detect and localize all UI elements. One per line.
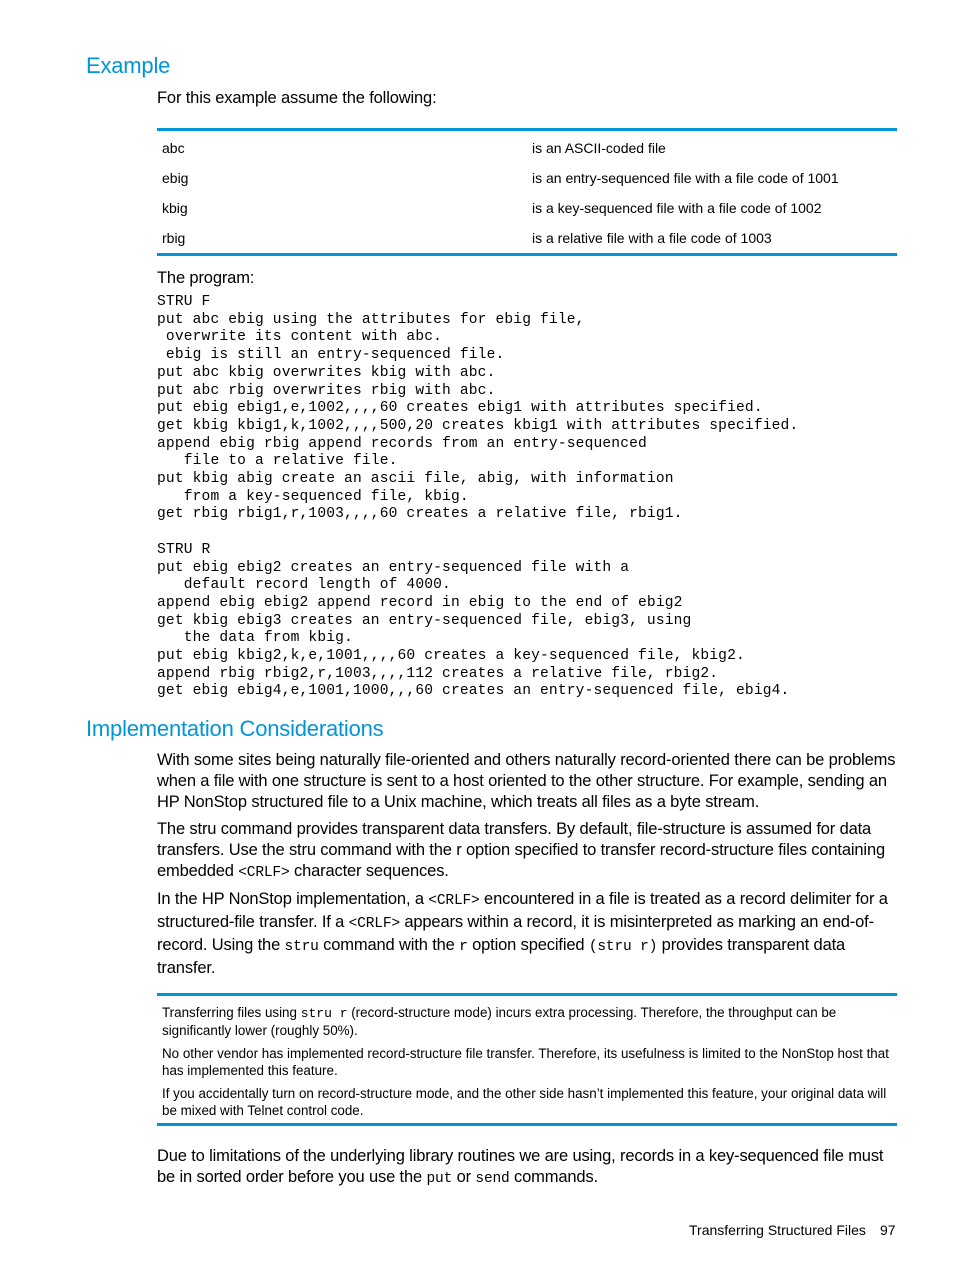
text-run: (record-structure mode) incurs extra processing. Therefore, the throughput can be significantly lower (roughly 50%). [162, 1005, 837, 1038]
code-block: STRU F put abc ebig using the attributes for ebig file, overwrite its content with abc. ebig is still an entry-sequenced file. put abc kbig overwrites kbig with abc. put abc rbig overwrites rbig with abc. put ebig ebig1,e,1002,,,,60 creates ebig1 with attributes specified. get kbig kbig1,k,1002,,,,500,20 creates kbig1 with attributes specified. append ebig rbig append records from an entry-sequenced file to a relative file. put kbig abig create an ascii file, abig, with information from a key-sequenced file, kbig. get rbig rbig1,r,1003,,,,60 creates a relative file, rbig1. STRU R put ebig ebig2 creates an entry-sequenced file with a default record length of 4000. append ebig ebig2 append record in ebig to the end of ebig2 get kbig ebig3 creates an entry-sequenced file, ebig3, using the data from kbig. put ebig kbig2,k,e,1001,,,,60 creates a key-sequenced file, kbig2. append rbig rbig2,r,1003,,,,112 creates a relative file, rbig2. get ebig ebig4,e,1001,1000,,,60 creates an entry-sequenced file, ebig4. [157, 294, 799, 700]
note-paragraph-1 [162, 1004, 892, 1039]
paragraph-3 [157, 889, 899, 979]
text-run: or [452, 1168, 476, 1186]
text-run: In the HP NonStop implementation, a [157, 890, 429, 908]
definition-desc: is a relative file with a file code of 1003 [532, 230, 772, 246]
text-run: commands. [509, 1168, 598, 1186]
code-inline: put [426, 1171, 453, 1187]
note-paragraph-2: No other vendor has implemented record-structure file transfer. Therefore, its usefulness is limited to the NonStop host that has implemented this feature. [162, 1046, 889, 1078]
text-run: Transferring files using [162, 1005, 301, 1020]
code-inline: <CRLF> [348, 916, 400, 932]
text-run: option specified [467, 936, 589, 954]
code-inline: r [459, 939, 468, 955]
definition-desc: is a key-sequenced file with a file code of 1002 [532, 200, 822, 216]
definition-term: ebig [162, 170, 189, 186]
note-box [157, 993, 897, 1126]
text-run: Due to limitations of the underlying library routines we are using, records in a key-sequenced file must be in sorted order before you use the [157, 1147, 884, 1186]
paragraph-2 [157, 819, 899, 884]
code-inline: send [475, 1171, 510, 1187]
text-run: provides transparent data transfer. [157, 936, 846, 977]
note-paragraph-3: If you accidentally turn on record-structure mode, and the other side hasn’t implemented this feature, your original data will be mixed with Telnet control code. [162, 1086, 887, 1118]
example-intro: For this example assume the following: [157, 89, 437, 107]
footer-page-number: 97 [880, 1222, 896, 1238]
paragraph-4 [157, 1146, 899, 1190]
definition-desc: is an entry-sequenced file with a file code of 1001 [532, 170, 839, 186]
program-label: The program: [157, 269, 255, 287]
text-run: character sequences. [289, 862, 449, 880]
text-run: appears within a record, it is misinterpreted as marking an end-of-record. Using the [157, 913, 874, 954]
definition-term: kbig [162, 200, 188, 216]
definition-term: abc [162, 140, 185, 156]
text-run: command with the [318, 936, 460, 954]
text-run: encountered in a file is treated as a record delimiter for a structured-file transfer. If a [157, 890, 888, 931]
implementation-heading: Implementation Considerations [86, 716, 384, 741]
paragraph-1: With some sites being naturally file-oriented and others naturally record-oriented there can be problems when a file with one structure is sent to a host oriented to the other structure. For example, sending an HP NonStop structured file to a Unix machine, which treats all files as a byte stream. [157, 751, 896, 811]
code-inline: stru [284, 939, 319, 955]
definition-row [157, 223, 897, 253]
footer-section-title: Transferring Structured Files [689, 1222, 866, 1238]
example-heading: Example [86, 53, 171, 78]
definition-table [157, 128, 897, 256]
definition-row [157, 163, 897, 193]
definition-row [157, 133, 897, 163]
code-inline: <CRLF> [238, 865, 290, 881]
code-inline: stru r [300, 1006, 348, 1021]
definition-term: rbig [162, 230, 186, 246]
code-inline: (stru r) [588, 939, 658, 955]
code-inline: <CRLF> [428, 893, 480, 909]
text-run: The stru command provides transparent data transfers. By default, file-structure is assumed for data transfers. Use the stru command with the r option specified to transfer record-structure files containing embedded [157, 820, 885, 880]
definition-row [157, 193, 897, 223]
definition-desc: is an ASCII-coded file [532, 140, 666, 156]
